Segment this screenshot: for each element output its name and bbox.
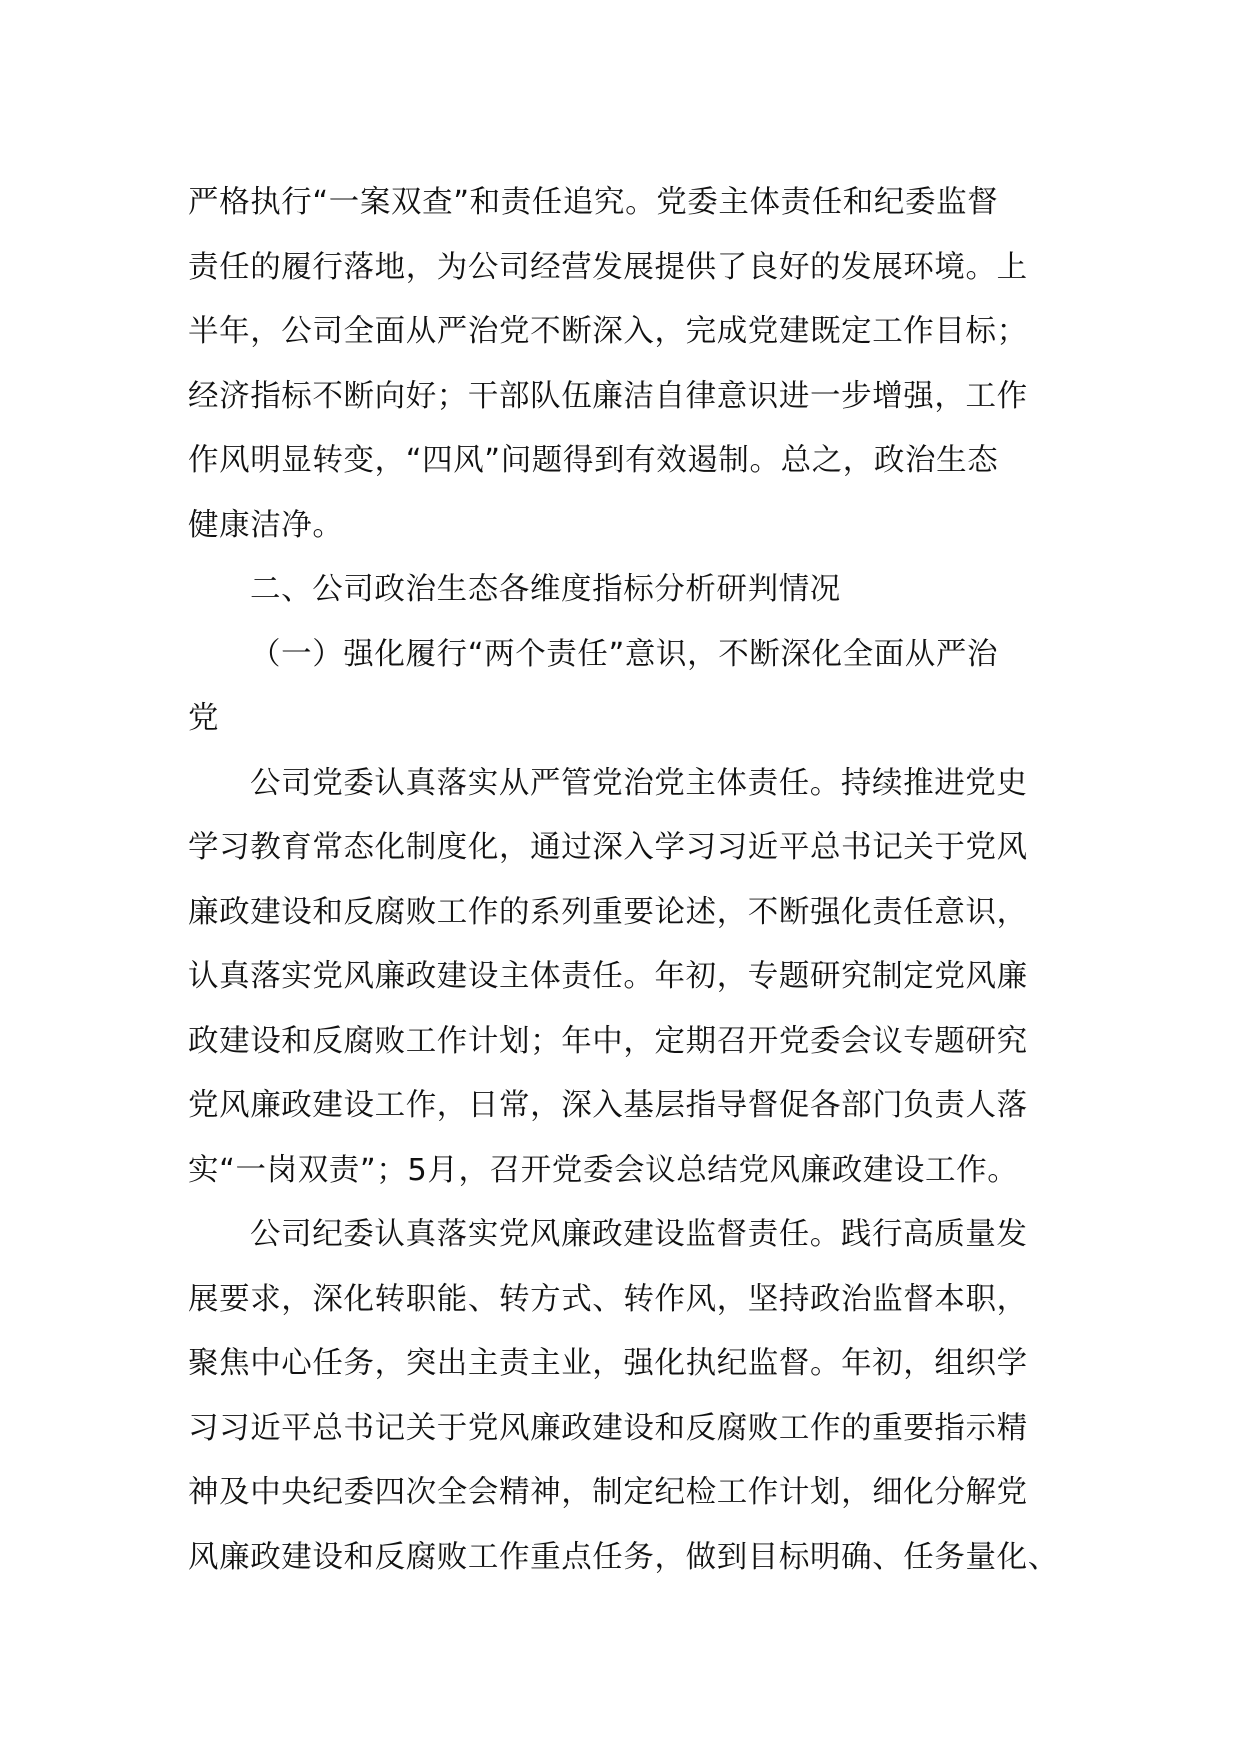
text-line: 作风明显转变，“四风”问题得到有效遏制。总之，政治生态: [188, 443, 999, 478]
section-heading: 二、公司政治生态各维度指标分析研判情况: [250, 572, 841, 607]
text-line: 廉政建设和反腐败工作的系列重要论述，不断强化责任意识，: [188, 895, 1028, 930]
text-line: 风廉政建设和反腐败工作重点任务，做到目标明确、任务量化、: [188, 1540, 1059, 1575]
text-line: 健康洁净。: [188, 508, 344, 543]
text-line: 半年，公司全面从严治党不断深入，完成党建既定工作目标；: [188, 314, 1028, 349]
text-line: 经济指标不断向好；干部队伍廉洁自律意识进一步增强，工作: [188, 379, 1028, 414]
text-line: 学习教育常态化制度化，通过深入学习习近平总书记关于党风: [188, 830, 1028, 865]
paragraph-first-line: 公司纪委认真落实党风廉政建设监督责任。践行高质量发: [250, 1217, 1028, 1252]
subsection-heading-continued: 党: [188, 701, 220, 736]
subsection-heading: （一）强化履行“两个责任”意识，不断深化全面从严治: [250, 637, 999, 672]
text-line: 责任的履行落地，为公司经营发展提供了良好的发展环境。上: [188, 250, 1028, 285]
paragraph-first-line: 公司党委认真落实从严管党治党主体责任。持续推进党史: [250, 766, 1028, 801]
text-line: 实“一岗双责”；5月，召开党委会议总结党风廉政建设工作。: [188, 1153, 1019, 1188]
text-line: 神及中央纪委四次全会精神，制定纪检工作计划，细化分解党: [188, 1475, 1028, 1510]
text-line: 严格执行“一案双查”和责任追究。党委主体责任和纪委监督: [188, 185, 999, 220]
text-line: 习习近平总书记关于党风廉政建设和反腐败工作的重要指示精: [188, 1411, 1028, 1446]
text-line: 聚焦中心任务，突出主责主业，强化执纪监督。年初，组织学: [188, 1346, 1028, 1381]
text-line: 认真落实党风廉政建设主体责任。年初，专题研究制定党风廉: [188, 959, 1028, 994]
text-line: 展要求，深化转职能、转方式、转作风，坚持政治监督本职，: [188, 1282, 1028, 1317]
text-line: 党风廉政建设工作，日常，深入基层指导督促各部门负责人落: [188, 1088, 1028, 1123]
text-line: 政建设和反腐败工作计划；年中，定期召开党委会议专题研究: [188, 1024, 1028, 1059]
